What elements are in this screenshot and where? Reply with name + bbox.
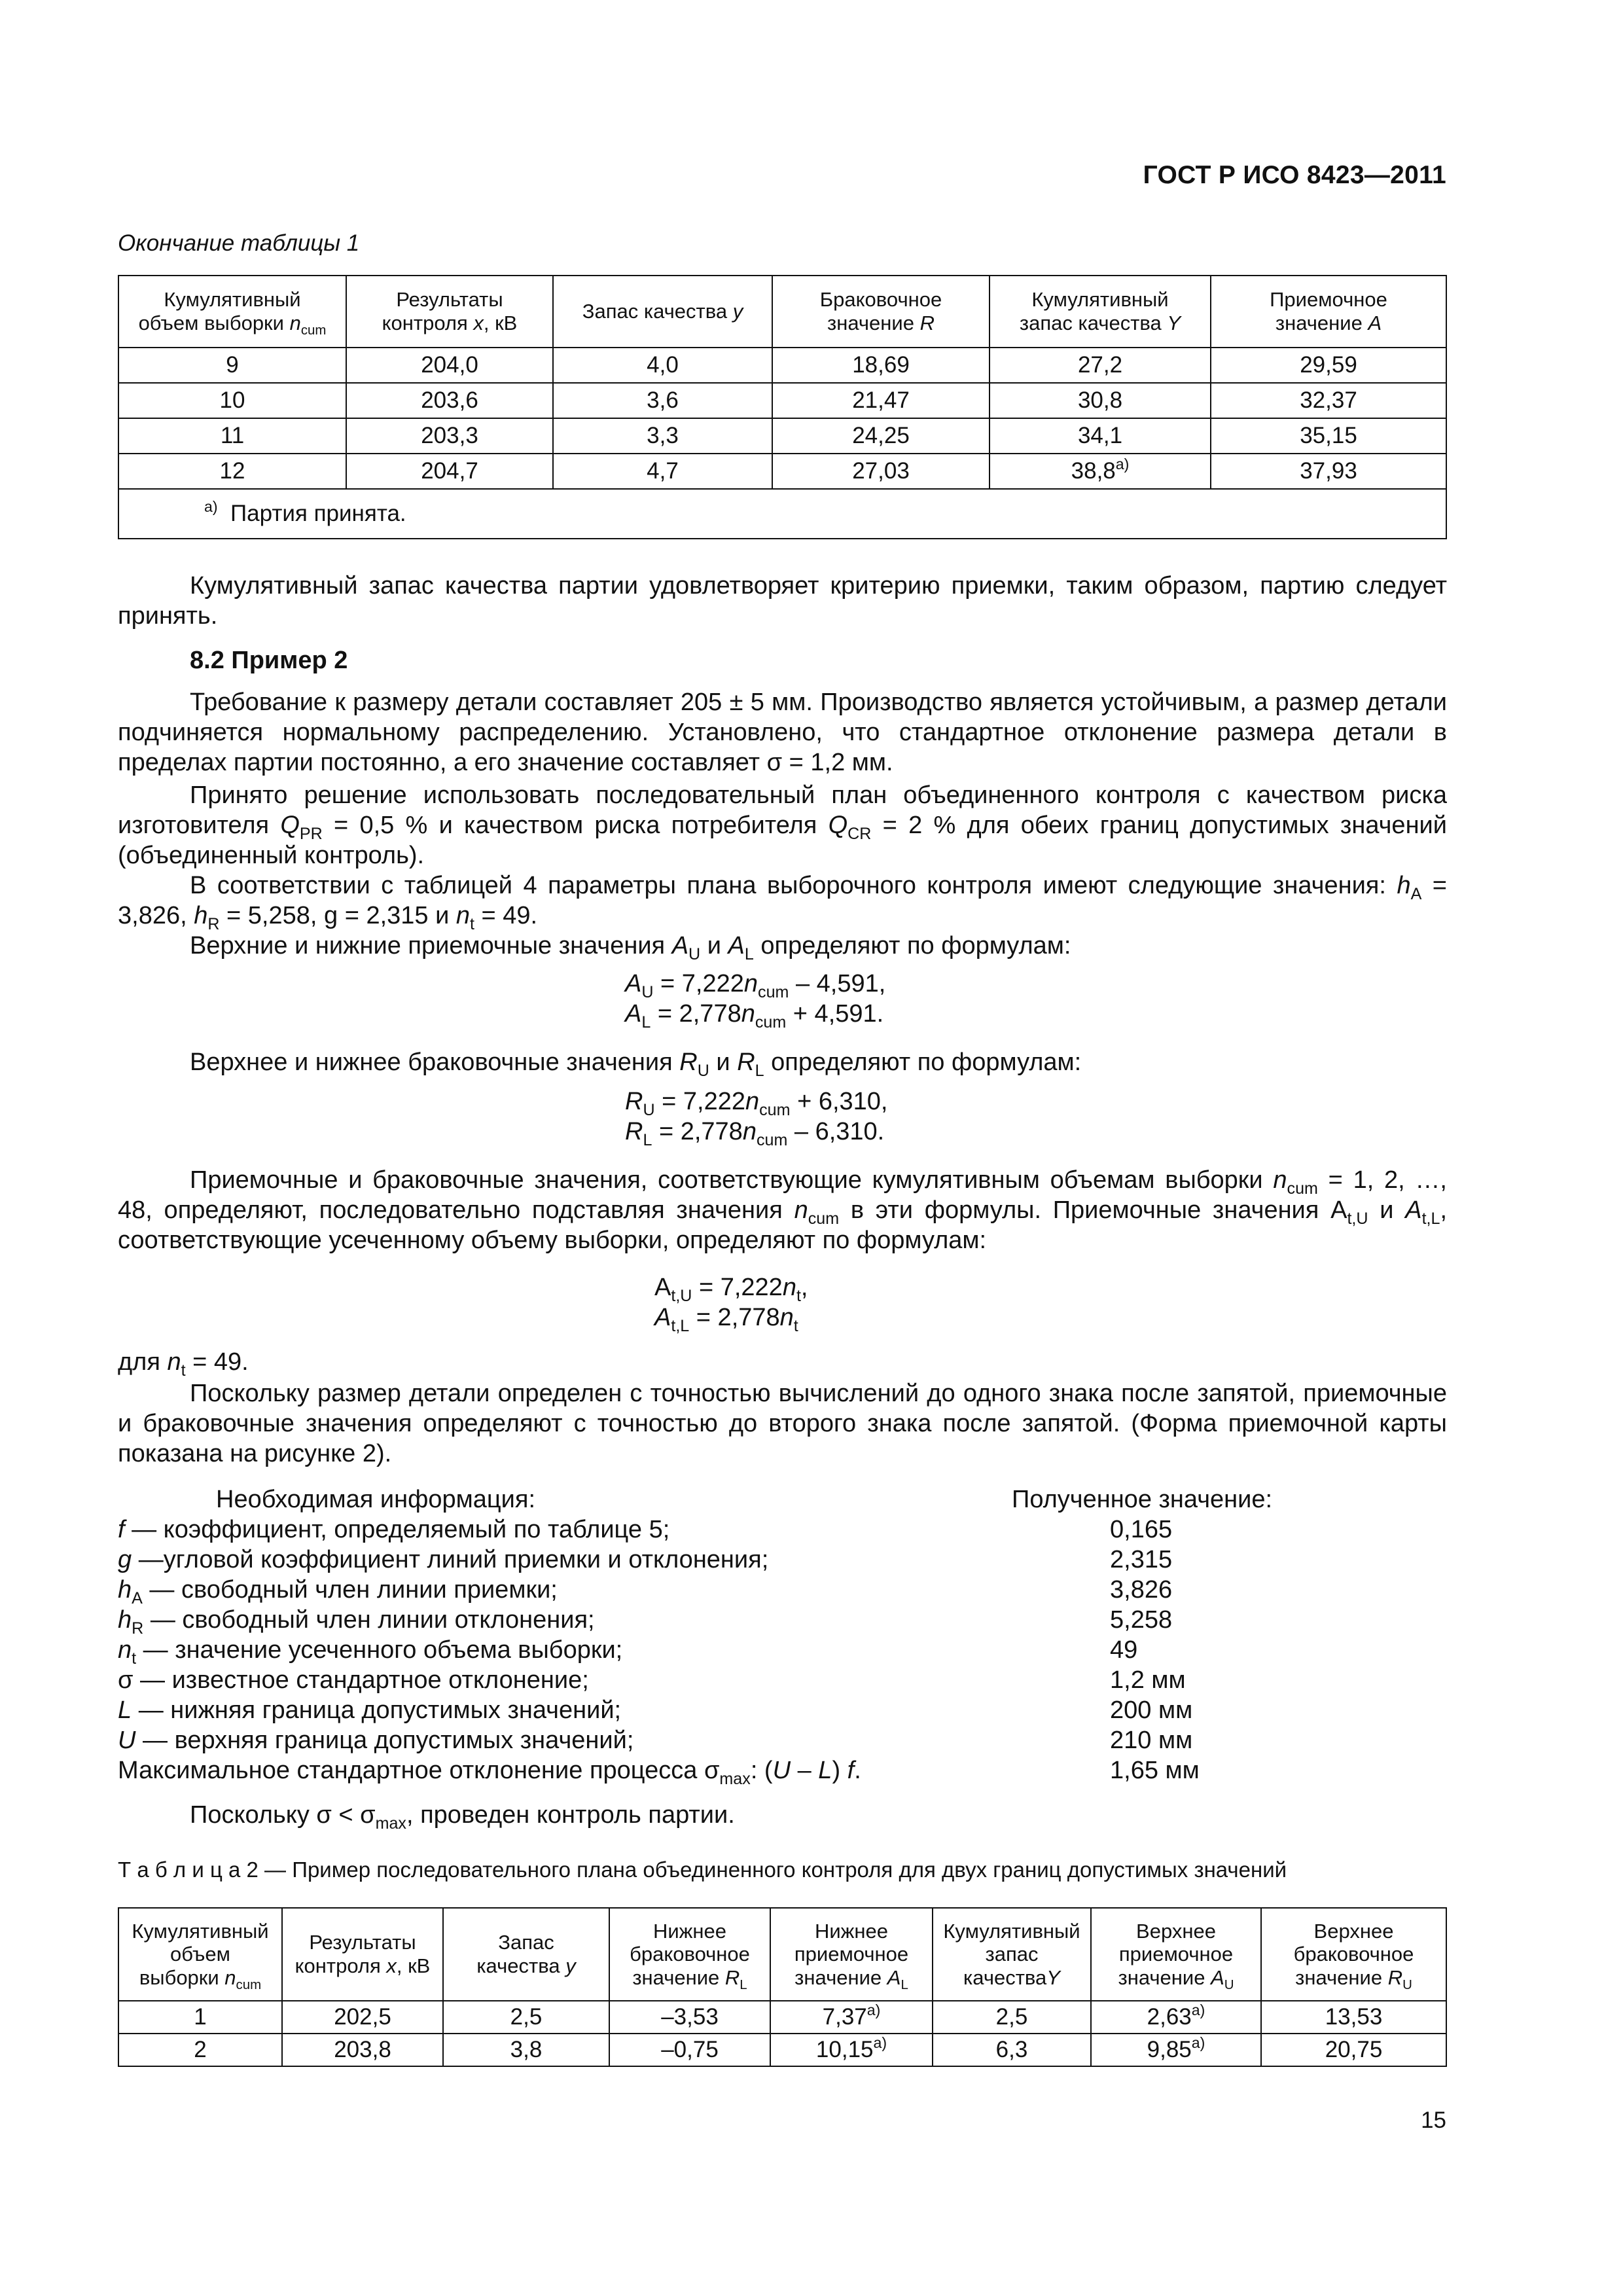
cell: 37,93 [1211, 454, 1446, 489]
table-row [118, 2001, 1446, 2034]
formula: $A_U = 7,222n_{cum} - 4,591$, [625, 970, 886, 1001]
paragraph: Верхние и нижние приемочные значения $A_U$ и $A_L$ определяют по формулам: [190, 932, 1071, 963]
paragraph: Требование к размеру детали составляет 205 ± 5 мм. Производство является устойчивым, а размер детали подчиняется нормальному распределению. Установлено, что стандартное отклонение размера детали в пределах партии постоянно, а его значение составляет σ = 1,2 мм. [118, 689, 1447, 776]
list-value: 3,826 [1110, 1576, 1173, 1604]
formula: $A_L = 2,778n_{cum} + 4,591$. [625, 1000, 884, 1031]
list-value: 5,258 [1110, 1606, 1173, 1634]
table-header-row [118, 1908, 1446, 2001]
col-header: Нижнее браковочное значение $R_L$ [609, 1908, 770, 2001]
cell: 3,6 [553, 383, 772, 418]
col-header: Результаты контроля x, кВ [346, 276, 553, 348]
cell: –3,53 [609, 2001, 770, 2034]
cell: 2,5 [443, 2001, 609, 2034]
cell: 203,8 [282, 2034, 443, 2066]
formula: $A_{t,U} = 7,222n_t$, [654, 1274, 808, 1305]
col-header: Запас качества y [443, 1908, 609, 2001]
list-item: U — верхняя граница допустимых значений; [118, 1727, 634, 1754]
cell: $38,8^{а)}$ [990, 454, 1211, 489]
list-item: σ — известное стандартное отклонение; [118, 1666, 589, 1694]
list-value: 210 мм [1110, 1727, 1193, 1754]
cell: 4,7 [553, 454, 772, 489]
cell: 20,75 [1261, 2034, 1446, 2066]
list-values [1012, 1484, 1272, 1515]
paragraph: Поскольку $\sigma < \sigma_{max}$, проведен контроль партии. [190, 1801, 735, 1833]
cell: 35,15 [1211, 418, 1446, 454]
paragraph: Верхнее и нижнее браковочные значения $R_U$ и $R_L$ определяют по формулам: [190, 1049, 1082, 1080]
formula: $A_{t,L} = 2,778n_t$ [654, 1304, 798, 1335]
list-item: Максимальное стандартное отклонение процесса $\sigma_{max}$: (U – L) f. [118, 1757, 861, 1788]
list-item: $n_t$ — значение усеченного объема выборки; [118, 1636, 623, 1668]
col-header: Запас качества y [553, 276, 772, 348]
col-header: Кумулятивный запас качестваY [933, 1908, 1091, 2001]
cell: 203,6 [346, 383, 553, 418]
col-header: Верхнее браковочное значение $R_U$ [1261, 1908, 1446, 2001]
info-list [118, 1484, 861, 1788]
paragraph: Поскольку размер детали определен с точностью вычислений до одного знака после запятой, приемочные и браковочные значения определяют с точностью до второго знака после запятой. (Форма приемочной карты показана на рисунке 2). [118, 1380, 1447, 1467]
cell: 27,03 [772, 454, 990, 489]
cell: 30,8 [990, 383, 1211, 418]
table-continuation-label: Окончание таблицы 1 [118, 230, 360, 256]
col-header: Результаты контроля x, кВ [282, 1908, 443, 2001]
cell: 21,47 [772, 383, 990, 418]
list-value: 49 [1110, 1636, 1138, 1664]
list-item: g —угловой коэффициент линий приемки и отклонения; [118, 1546, 769, 1573]
list-value: 2,315 [1110, 1546, 1173, 1573]
cell: 11 [118, 418, 346, 454]
table-row [118, 2034, 1446, 2066]
cell: 29,59 [1211, 348, 1446, 383]
col-header: Нижнее приемочное значение $A_L$ [770, 1908, 933, 2001]
table-1 [118, 275, 1447, 539]
cell: 2 [118, 2034, 282, 2066]
cell: 202,5 [282, 2001, 443, 2034]
cell: 13,53 [1261, 2001, 1446, 2034]
cell: $2,63^{а)}$ [1091, 2001, 1261, 2034]
table-2-caption: Т а б л и ц а 2 — Пример последовательного плана объединенного контроля для двух границ допустимых значений [118, 1857, 1287, 1882]
list-item: f — коэффициент, определяемый по таблице 5; [118, 1516, 670, 1543]
section-heading: 8.2 Пример 2 [190, 647, 348, 674]
list-value: 1,65 мм [1110, 1757, 1200, 1784]
col-header: Приемочное значение A [1211, 276, 1446, 348]
cell: 2,5 [933, 2001, 1091, 2034]
cell: 204,7 [346, 454, 553, 489]
list-heading: Полученное значение: [1012, 1486, 1273, 1513]
col-header: Браковочное значение R [772, 276, 990, 348]
col-header: Кумулятивный объем выборки $n_{cum}$ [118, 276, 346, 348]
standard-number: ГОСТ Р ИСО 8423—2011 [1143, 161, 1446, 189]
list-item: $h_R$ — свободный член линии отклонения; [118, 1606, 595, 1638]
table-row [118, 383, 1446, 418]
cell: 3,3 [553, 418, 772, 454]
list-value: 200 мм [1110, 1696, 1193, 1724]
list-value: 0,165 [1110, 1516, 1173, 1543]
table-row [118, 348, 1446, 383]
cell: 34,1 [990, 418, 1211, 454]
cell: 32,37 [1211, 383, 1446, 418]
cell: –0,75 [609, 2034, 770, 2066]
paragraph: Принято решение использовать последовательный план объединенного контроля с качеством риска изготовителя $Q_{PR} = 0,5$ % и качеством риска потребителя $Q_{CR} = 2$ % для обеих границ допустимых значений (объединенный контроль). [118, 781, 1448, 869]
col-header: Верхнее приемочное значение $A_U$ [1091, 1908, 1261, 2001]
col-header: Кумулятивный запас качества Y [990, 276, 1211, 348]
list-item: $h_A$ — свободный член линии приемки; [118, 1576, 558, 1607]
cell: 24,25 [772, 418, 990, 454]
cell: $10,15^{а)}$ [770, 2034, 933, 2066]
paragraph: для $n_t = 49$. [118, 1348, 249, 1380]
table-header-row [118, 276, 1446, 348]
table-footnote: $^{а)}$ Партия принята. [118, 489, 1446, 539]
cell: 1 [118, 2001, 282, 2034]
paragraph: Кумулятивный запас качества партии удовлетворяет критерию приемки, таким образом, партию следует принять. [118, 572, 1447, 630]
cell: $9,85^{а)}$ [1091, 2034, 1261, 2066]
col-header: Кумулятивный объем выборки $n_{cum}$ [118, 1908, 282, 2001]
cell: 203,3 [346, 418, 553, 454]
cell: 12 [118, 454, 346, 489]
paragraph: Приемочные и браковочные значения, соответствующие кумулятивным объемам выборки $n_{cum} = 1$, 2, …, 48, определяют, последовательно подставляя значения $n_{cum}$ в эти формулы. Приемочные значения $A_{t,U}$ и $A_{t,L}$, соответствующие усеченному объему выборки, определяют по формулам: [118, 1166, 1448, 1254]
cell: 3,8 [443, 2034, 609, 2066]
formula: $R_U = 7,222n_{cum} + 6,310$, [625, 1088, 888, 1119]
cell: 18,69 [772, 348, 990, 383]
list-values [1110, 1515, 1200, 1785]
table-footnote-row [118, 489, 1446, 539]
formula: $R_L = 2,778n_{cum} - 6,310$. [625, 1118, 885, 1149]
table-2 [118, 1907, 1447, 2067]
table-row [118, 418, 1446, 454]
table-row [118, 454, 1446, 489]
list-item: L — нижняя граница допустимых значений; [118, 1696, 622, 1724]
cell: 27,2 [990, 348, 1211, 383]
cell: $7,37^{а)}$ [770, 2001, 933, 2034]
page-number: 15 [1421, 2108, 1446, 2133]
paragraph: В соответствии с таблицей 4 параметры плана выборочного контроля имеют следующие значения: $h_A = 3,826$, $h_R = 5,258$, g = 2,315 и $n_t = 49$. [118, 872, 1448, 933]
list-heading: Необходимая информация: [216, 1486, 536, 1513]
list-value: 1,2 мм [1110, 1666, 1186, 1694]
cell: 4,0 [553, 348, 772, 383]
cell: 6,3 [933, 2034, 1091, 2066]
cell: 204,0 [346, 348, 553, 383]
cell: 10 [118, 383, 346, 418]
cell: 9 [118, 348, 346, 383]
